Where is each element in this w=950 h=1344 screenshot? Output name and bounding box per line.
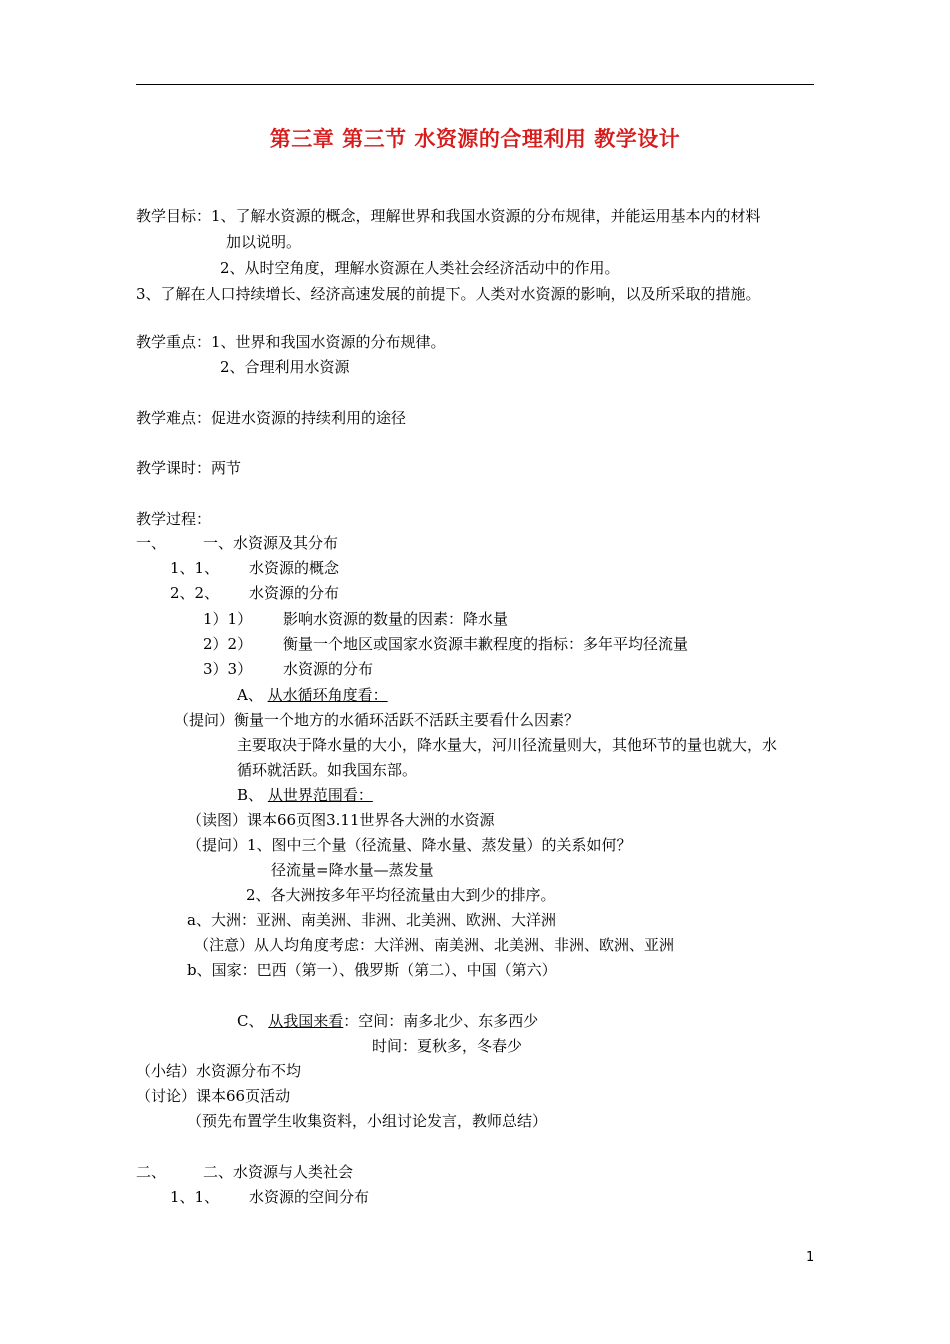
summary-line: （小结）水资源分布不均 [136,1062,302,1080]
hours-line: 教学课时：两节 [136,459,242,477]
section-2-number: 二、 [136,1163,167,1181]
process-heading: 教学过程： [136,510,212,528]
page-number: 1 [806,1250,815,1265]
question-1: （提问）衡量一个地方的水循环活跃不活跃主要看什么因素？ [174,711,580,729]
point-3-label: 水资源的分布 [283,660,374,678]
section-1-label: 一、水资源及其分布 [203,534,339,552]
time-distribution-line: 时间：夏秋多，冬春少 [372,1037,523,1055]
subpoint-c-space: ：空间：南多北少、东多西少 [343,1012,539,1030]
subpoint-a-mark: A、 [237,686,263,704]
answer-1-line-2: 循环就活跃。如我国东部。 [237,761,418,779]
header-rule [136,84,814,85]
countries-line: b、国家：巴西（第一）、俄罗斯（第二）、中国（第六） [187,961,557,979]
point-2-number: 2）2） [203,635,253,653]
item-1-1-number: 1、1、 [170,559,220,577]
difficulty-line: 教学难点：促进水资源的持续利用的途径 [136,409,407,427]
item-2-1-number: 1、1、 [170,1188,220,1206]
subpoint-c-mark: C、 [237,1012,264,1030]
formula-line: 径流量=降水量—蒸发量 [271,861,434,879]
subpoint-c [237,1011,538,1031]
subpoint-b-label: 从世界范围看： [267,786,373,804]
per-capita-note: （注意）从人均角度考虑：大洋洲、南美洲、北美洲、非洲、欧洲、亚洲 [194,936,675,954]
continents-line: a、大洲：亚洲、南美洲、非洲、北美洲、欧洲、大洋洲 [187,911,556,929]
subpoint-b [237,785,373,805]
read-figure-line: （读图）课本66页图3.11世界各大洲的水资源 [187,811,495,829]
objective-line-3: 3、了解在人口持续增长、经济高速发展的前提下。人类对水资源的影响，以及所采取的措施。 [136,285,761,303]
answer-1-line-1: 主要取决于降水量的大小，降水量大，河川径流量则大，其他环节的量也就大，水 [237,736,778,754]
preparation-line: （预先布置学生收集资料，小组讨论发言，教师总结） [187,1112,548,1130]
key-point-line-1: 教学重点：1、世界和我国水资源的分布规律。 [136,333,446,351]
point-3-number: 3）3） [203,660,253,678]
key-point-line-2: 2、合理利用水资源 [220,358,350,376]
item-1-2-number: 2、2、 [170,584,220,602]
question-2-part-2: 2、各大洲按多年平均径流量由大到少的排序。 [246,886,556,904]
point-2-label: 衡量一个地区或国家水资源丰歉程度的指标：多年平均径流量 [283,635,689,653]
item-1-1-label: 水资源的概念 [249,559,340,577]
subpoint-c-label: 从我国来看 [268,1012,344,1030]
subpoint-a-label: 从水循环角度看： [267,686,388,704]
item-1-2-label: 水资源的分布 [249,584,340,602]
point-1-number: 1）1） [203,610,253,628]
question-2: （提问）1、图中三个量（径流量、降水量、蒸发量）的关系如何？ [187,836,632,854]
objective-line-1-cont: 加以说明。 [226,233,302,251]
item-2-1-label: 水资源的空间分布 [249,1188,370,1206]
section-1-number: 一、 [136,534,167,552]
subpoint-a [237,685,388,705]
document-title: 第三章 第三节 水资源的合理利用 教学设计 [269,127,681,151]
discussion-line: （讨论）课本66页活动 [136,1087,291,1105]
point-1-label: 影响水资源的数量的因素：降水量 [283,610,509,628]
objective-line-2: 2、从时空角度，理解水资源在人类社会经济活动中的作用。 [220,259,620,277]
objective-line-1: 教学目标：1、了解水资源的概念，理解世界和我国水资源的分布规律，并能运用基本内的材料 [136,207,761,225]
subpoint-b-mark: B、 [237,786,264,804]
section-2-label: 二、水资源与人类社会 [203,1163,354,1181]
